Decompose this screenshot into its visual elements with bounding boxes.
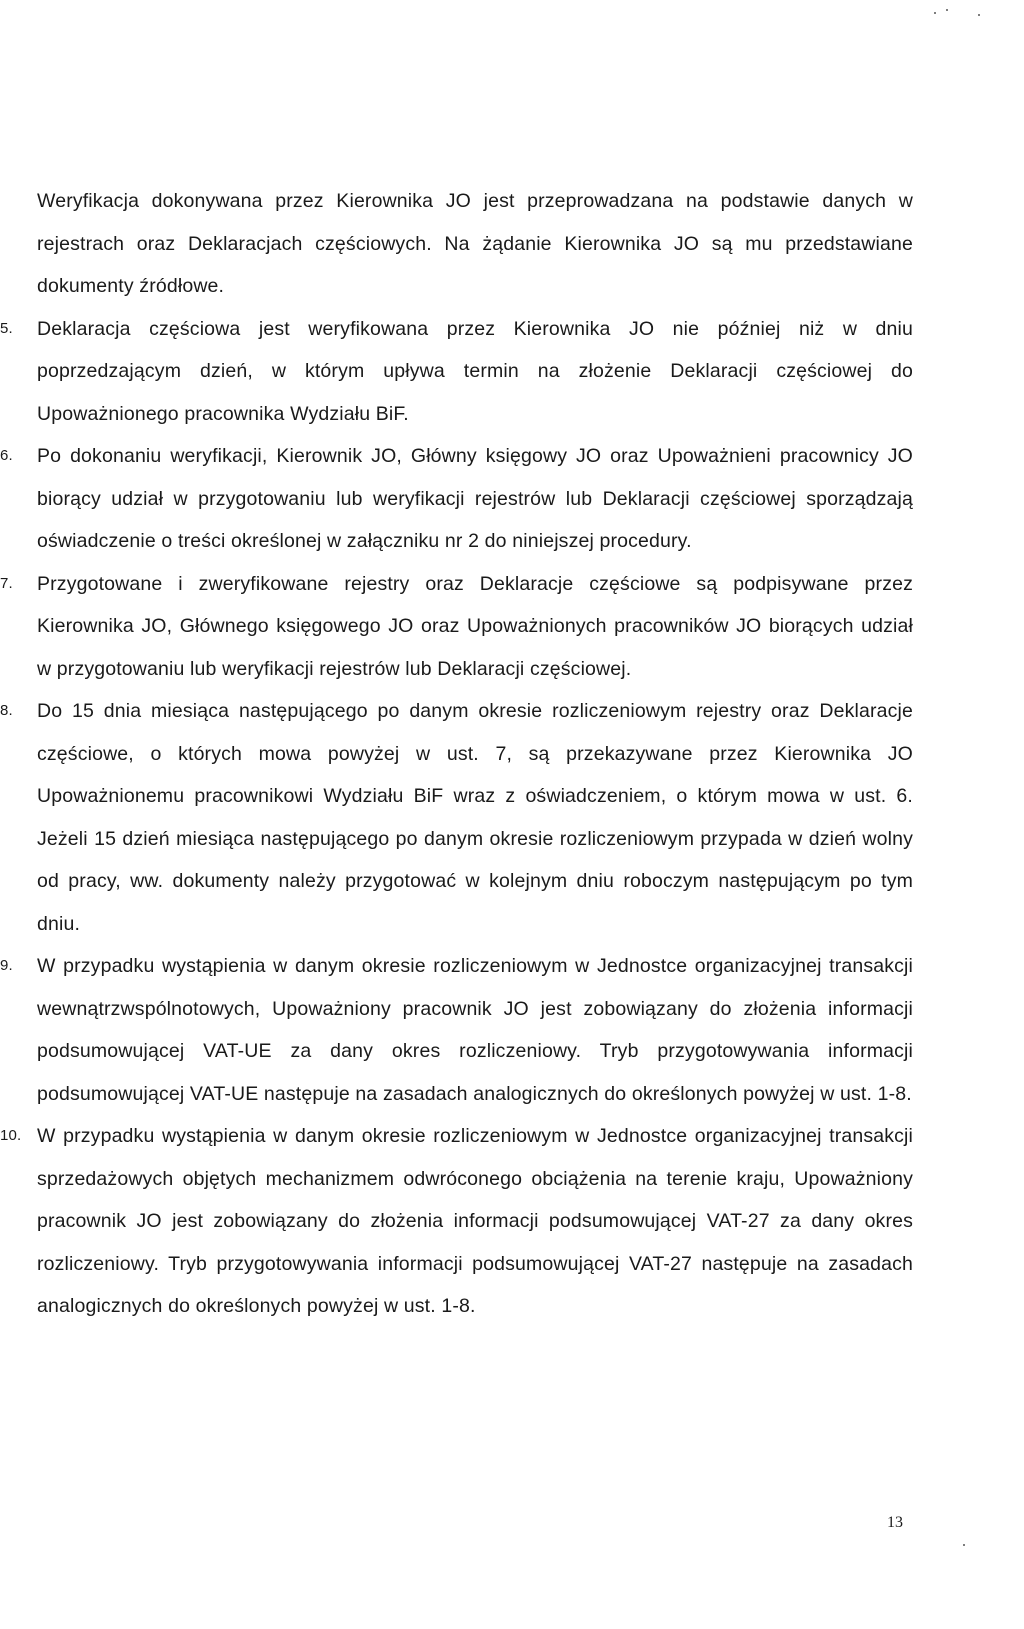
page-number: 13 [887, 1514, 903, 1531]
list-item [0, 945, 913, 1115]
intro-paragraph: Weryfikacja dokonywana przez Kierownika JO jest przeprowadzana na podstawie danych w rejestrach oraz Deklaracjach częściowych. Na żądanie Kierownika JO są mu przedstawiane dokumenty źródłowe. [37, 190, 913, 297]
item-text: W przypadku wystąpienia w danym okresie rozliczeniowym w Jednostce organizacyjnej transakcji wewnątrzwspólnotowych, Upoważniony pracownik JO jest zobowiązany do złożenia informacji podsumowującej VAT-UE za dany okres rozliczeniowy. Tryb przygotowywania informacji podsumowującej VAT-UE następuje na zasadach analogicznych do określonych powyżej w ust. 1-8. [37, 955, 913, 1105]
item-number: 8. [0, 702, 13, 719]
item-text: Deklaracja częściowa jest weryfikowana przez Kierownika JO nie później niż w dniu poprzedzającym dzień, w którym upływa termin na złożenie Deklaracji częściowej do Upoważnionego pracownika Wydziału BiF. [37, 317, 913, 425]
scan-speck [963, 1544, 965, 1546]
item-number: 6. [0, 447, 13, 464]
item-text: Do 15 dnia miesiąca następującego po danym okresie rozliczeniowym rejestry oraz Deklaracje częściowe, o których mowa powyżej w ust. 7, są przekazywane przez Kierownika JO Upoważnionemu pracownikowi Wydziału BiF wraz z oświadczeniem, o którym mowa w ust. 6. Jeżeli 15 dzień miesiąca następującego po danym okresie rozliczeniowym przypada w dzień wolny od pracy, ww. dokumenty należy przygotować w kolejnym dniu roboczym następującym po tym dniu. [37, 700, 913, 935]
scan-speck [946, 9, 948, 11]
list-item [0, 1115, 913, 1328]
item-number: 10. [0, 1127, 22, 1144]
item-number: 9. [0, 957, 13, 974]
list-item [0, 690, 913, 945]
item-text: Po dokonaniu weryfikacji, Kierownik JO, Główny księgowy JO oraz Upoważnieni pracownicy JO biorący udział w przygotowaniu lub weryfikacji rejestrów lub Deklaracji częściowej sporządzają oświadczenie o treści określonej w załączniku nr 2 do niniejszej procedury. [37, 445, 913, 552]
scan-speck [934, 12, 936, 14]
item-text: Przygotowane i zweryfikowane rejestry oraz Deklaracje częściowe są podpisywane przez Kierownika JO, Głównego księgowego JO oraz Upoważnionych pracowników JO biorących udział w przygotowaniu lub weryfikacji rejestrów lub Deklaracji częściowej. [37, 572, 913, 680]
list-item [0, 308, 913, 436]
item-number: 5. [0, 319, 13, 337]
list-item [0, 435, 913, 563]
list-item [0, 563, 913, 691]
item-number: 7. [0, 574, 13, 592]
item-text: W przypadku wystąpienia w danym okresie rozliczeniowym w Jednostce organizacyjnej transakcji sprzedażowych objętych mechanizmem odwróconego obciążenia na terenie kraju, Upoważniony pracownik JO jest zobowiązany do złożenia informacji podsumowującej VAT-27 za dany okres rozliczeniowy. Tryb przygotowywania informacji podsumowującej VAT-27 następuje na zasadach analogicznych do określonych powyżej w ust. 1-8. [37, 1125, 913, 1317]
document-body [0, 180, 913, 1328]
scan-speck [978, 14, 980, 16]
